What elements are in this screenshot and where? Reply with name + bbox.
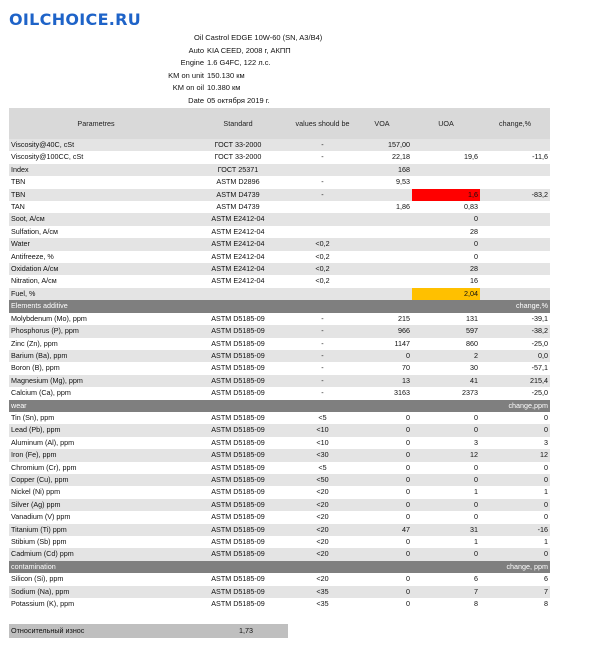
parameter-cell: Fuel, % <box>9 288 183 300</box>
uoa-cell: 0 <box>412 424 480 436</box>
standard-cell: ASTM D5185-09 <box>211 363 265 373</box>
voa-cell <box>352 226 412 238</box>
section-title: contamination <box>9 561 480 573</box>
voa-cell: 1,86 <box>396 202 410 212</box>
change-cell <box>480 263 550 275</box>
uoa-cell <box>412 164 480 176</box>
standard-cell: ASTM D5185-09 <box>183 474 293 486</box>
table-row <box>9 548 550 560</box>
uoa-cell: 2,04 <box>412 288 480 300</box>
table-row <box>9 573 550 585</box>
meta-value: 1.6 G4FC, 122 л.с. <box>207 58 271 68</box>
values-should-be-cell: <10 <box>316 437 329 447</box>
voa-cell: 168 <box>352 164 412 176</box>
standard-cell: ASTM D5185-09 <box>183 424 293 436</box>
table-row <box>9 176 550 188</box>
values-should-be-cell: - <box>293 350 352 362</box>
table-row <box>9 598 550 610</box>
table-row <box>9 288 550 300</box>
table-row <box>9 424 550 436</box>
site-logo[interactable]: OILCHOICE.RU <box>9 10 142 29</box>
table-row <box>9 362 550 374</box>
table-row <box>9 151 550 163</box>
values-should-be-cell <box>293 213 352 225</box>
meta-value: 10.380 км <box>207 83 241 93</box>
standard-cell: ASTM D5185-09 <box>211 574 265 584</box>
parameter-cell: Index <box>9 164 183 176</box>
relative-wear-value: 1,73 <box>239 626 253 635</box>
parameter-cell: Calcium (Ca), ppm <box>11 388 71 398</box>
parameter-cell: Potassium (K), ppm <box>11 599 75 609</box>
parameter-cell: Viscosity@40C, cSt <box>9 139 183 151</box>
table-row <box>9 511 550 523</box>
voa-cell: 0 <box>352 424 412 436</box>
voa-cell: 0 <box>406 512 410 522</box>
values-should-be-cell: - <box>321 363 324 373</box>
parameter-cell: Barium (Ba), ppm <box>9 350 183 362</box>
change-cell: 8 <box>544 599 548 609</box>
parameter-cell: Nickel (Ni) ppm <box>11 487 61 497</box>
meta-key: Engine <box>180 58 204 68</box>
standard-cell: ASTM D5185-09 <box>211 313 265 323</box>
uoa-cell: 3 <box>474 437 478 447</box>
oil-analysis-table <box>9 108 550 610</box>
uoa-cell: 0 <box>412 499 480 511</box>
values-should-be-cell: <0,2 <box>293 263 352 275</box>
meta-value: KIA CEED, 2008 г, АКПП <box>207 45 291 55</box>
change-cell: -38,2 <box>480 325 550 337</box>
standard-cell: ASTM D5185-09 <box>183 548 293 560</box>
table-header-row <box>9 108 550 139</box>
values-should-be-cell: <20 <box>316 574 329 584</box>
section-change-label: change, ppm <box>480 561 550 573</box>
relative-wear-label: Относительный износ <box>11 626 85 635</box>
uoa-cell: 16 <box>470 276 478 286</box>
oil-title: Oil Castrol EDGE 10W-60 (SN, A3/B4) <box>194 33 323 42</box>
values-should-be-cell: - <box>321 152 324 162</box>
change-cell: 0 <box>544 462 548 472</box>
table-row <box>9 536 550 548</box>
parameter-cell: TAN <box>11 202 25 212</box>
header-uoa: UOA <box>412 108 480 139</box>
table-row <box>9 412 550 424</box>
change-cell: 0 <box>480 548 550 560</box>
oil-title-row <box>0 32 589 45</box>
change-cell: 7 <box>480 586 550 598</box>
voa-cell <box>352 288 412 300</box>
standard-cell: ASTM D5185-09 <box>183 499 293 511</box>
voa-cell: 22,18 <box>392 152 410 162</box>
uoa-cell: 0 <box>412 238 480 250</box>
meta-row <box>0 95 589 108</box>
uoa-cell: 1 <box>474 537 478 546</box>
values-should-be-cell <box>293 288 352 300</box>
parameter-cell: Viscosity@100CC, cSt <box>11 152 84 162</box>
section-header-row <box>9 561 550 573</box>
change-cell: -57,1 <box>531 363 548 373</box>
change-cell: 3 <box>544 437 548 447</box>
meta-value: 150.130 км <box>207 70 245 80</box>
voa-cell <box>352 263 412 275</box>
parameter-cell: Silver (Ag) ppm <box>9 499 183 511</box>
change-cell: -25,0 <box>531 338 548 348</box>
standard-cell: ГОСТ 25371 <box>183 164 293 176</box>
parameter-cell: Iron (Fe), ppm <box>9 449 183 461</box>
standard-cell: ГОСТ 33-2000 <box>183 139 293 151</box>
standard-cell: ASTM D5185-09 <box>183 375 293 387</box>
standard-cell: ASTM E2412-04 <box>183 238 293 250</box>
voa-cell: 0 <box>352 350 412 362</box>
uoa-cell: 0 <box>474 412 478 422</box>
voa-cell: 215 <box>398 313 410 323</box>
uoa-cell: 597 <box>412 325 480 337</box>
change-cell: 0 <box>544 512 548 522</box>
values-should-be-cell: - <box>321 177 324 187</box>
parameter-cell: Antifreeze, % <box>11 251 54 261</box>
values-should-be-cell: <5 <box>318 412 327 422</box>
change-cell <box>480 275 550 287</box>
table-row <box>9 474 550 486</box>
parameter-cell: Vanadium (V) ppm <box>11 512 71 522</box>
values-should-be-cell: <35 <box>316 599 329 609</box>
uoa-cell: 2373 <box>462 388 478 398</box>
voa-cell: 0 <box>352 474 412 486</box>
uoa-cell: 6 <box>474 574 478 584</box>
parameter-cell: Zinc (Zn), ppm <box>11 338 58 348</box>
voa-cell: 0 <box>352 548 412 560</box>
uoa-cell: 8 <box>474 599 478 609</box>
section-header-row <box>9 400 550 412</box>
voa-cell: 3163 <box>394 388 410 398</box>
values-should-be-cell: <20 <box>316 512 329 522</box>
standard-cell: ASTM E2412-04 <box>211 276 265 286</box>
change-cell: -16 <box>480 524 550 536</box>
table-row <box>9 586 550 598</box>
change-cell: 0,0 <box>480 350 550 362</box>
values-should-be-cell: - <box>321 338 324 348</box>
standard-cell: ASTM D5185-09 <box>211 537 265 546</box>
table-row <box>9 189 550 201</box>
header-standard: Standard <box>183 108 293 139</box>
table-row <box>9 387 550 399</box>
standard-cell: ASTM D5185-09 <box>211 338 265 348</box>
uoa-cell <box>412 176 480 188</box>
table-row <box>9 275 550 287</box>
change-cell <box>480 139 550 151</box>
parameter-cell: Cadmium (Cd) ppm <box>9 548 183 560</box>
standard-cell: ASTM D4739 <box>216 202 260 212</box>
standard-cell <box>183 288 293 300</box>
standard-cell: ASTM D5185-09 <box>211 462 265 472</box>
uoa-cell: 0 <box>474 251 478 261</box>
standard-cell: ASTM E2412-04 <box>211 226 265 236</box>
standard-cell: ASTM D5185-09 <box>211 388 265 398</box>
table-row <box>9 499 550 511</box>
change-cell: 6 <box>544 574 548 584</box>
table-row <box>9 251 550 263</box>
uoa-cell: 31 <box>412 524 480 536</box>
uoa-cell: 7 <box>412 586 480 598</box>
table-row <box>9 486 550 498</box>
values-should-be-cell <box>293 226 352 238</box>
parameter-cell: Water <box>9 238 183 250</box>
voa-cell: 0 <box>352 449 412 461</box>
parameter-cell: Magnesium (Mg), ppm <box>9 375 183 387</box>
voa-cell: 1147 <box>394 338 410 348</box>
standard-cell: ASTM D2896 <box>216 177 260 187</box>
table-row <box>9 313 550 325</box>
voa-cell: 9,53 <box>396 177 410 187</box>
table-row <box>9 226 550 238</box>
voa-cell <box>352 213 412 225</box>
change-cell <box>480 164 550 176</box>
voa-cell: 0 <box>406 462 410 472</box>
uoa-cell: 30 <box>470 363 478 373</box>
values-should-be-cell: - <box>293 139 352 151</box>
change-cell: 1 <box>544 537 548 546</box>
change-cell: 215,4 <box>480 375 550 387</box>
change-cell: 0 <box>480 424 550 436</box>
parameter-cell: Lead (Pb), ppm <box>9 424 183 436</box>
uoa-cell: 28 <box>412 263 480 275</box>
standard-cell: ASTM E2412-04 <box>183 213 293 225</box>
standard-cell: ASTM E2412-04 <box>183 263 293 275</box>
voa-cell: 0 <box>406 599 410 609</box>
standard-cell: ASTM D5185-09 <box>211 599 265 609</box>
oil-info <box>0 32 589 108</box>
standard-cell: ASTM D4739 <box>183 189 293 201</box>
uoa-cell: 131 <box>466 313 478 323</box>
standard-cell: ASTM D5185-09 <box>211 512 265 522</box>
uoa-cell: 0 <box>474 512 478 522</box>
uoa-cell: 19,6 <box>464 152 478 162</box>
parameter-cell: Titanium (Ti) ppm <box>9 524 183 536</box>
voa-cell: 0 <box>352 499 412 511</box>
parameter-cell: Silicon (Si), ppm <box>11 574 64 584</box>
values-should-be-cell: <0,2 <box>315 251 330 261</box>
table-row <box>9 213 550 225</box>
table-row <box>9 325 550 337</box>
meta-key: KM on unit <box>168 70 204 80</box>
standard-cell: ASTM D5185-09 <box>211 412 265 422</box>
uoa-cell: 0 <box>412 474 480 486</box>
uoa-cell: 1 <box>474 487 478 497</box>
section-title: Elements additive <box>9 300 480 312</box>
values-should-be-cell <box>293 164 352 176</box>
relative-wear-summary <box>9 624 288 638</box>
section-header-row <box>9 300 550 312</box>
change-cell: -39,1 <box>531 313 548 323</box>
uoa-cell: 2 <box>412 350 480 362</box>
change-cell: 1 <box>544 487 548 497</box>
values-should-be-cell: <10 <box>293 424 352 436</box>
header-voa: VOA <box>352 108 412 139</box>
uoa-cell: 1,6 <box>412 189 480 201</box>
change-cell <box>480 213 550 225</box>
standard-cell: ASTM D5185-09 <box>183 325 293 337</box>
voa-cell: 966 <box>352 325 412 337</box>
values-should-be-cell: <35 <box>293 586 352 598</box>
meta-key: Auto <box>188 45 204 55</box>
meta-row <box>0 82 589 95</box>
values-should-be-cell: - <box>293 375 352 387</box>
uoa-cell: 0,83 <box>464 202 478 212</box>
standard-cell: ASTM D5185-09 <box>211 487 265 497</box>
meta-key: KM on oil <box>172 83 204 93</box>
voa-cell: 0 <box>352 586 412 598</box>
change-cell: 12 <box>480 449 550 461</box>
voa-cell: 0 <box>406 487 410 497</box>
meta-value: 05 октября 2019 г. <box>207 95 270 105</box>
standard-cell: ASTM D5185-09 <box>183 586 293 598</box>
voa-cell <box>352 251 412 263</box>
uoa-cell <box>412 139 480 151</box>
table-row <box>9 238 550 250</box>
voa-cell: 13 <box>352 375 412 387</box>
change-cell: -25,0 <box>531 388 548 398</box>
values-should-be-cell: <30 <box>293 449 352 461</box>
values-should-be-cell: - <box>293 325 352 337</box>
section-title: wear <box>9 400 480 412</box>
meta-row <box>0 45 589 58</box>
change-cell <box>480 226 550 238</box>
values-should-be-cell: <20 <box>293 524 352 536</box>
parameter-cell: Copper (Cu), ppm <box>9 474 183 486</box>
change-cell <box>480 238 550 250</box>
change-cell: -83,2 <box>480 189 550 201</box>
meta-key: Date <box>188 95 204 105</box>
voa-cell: 70 <box>402 363 410 373</box>
section-change-label: change,% <box>480 300 550 312</box>
table-row <box>9 263 550 275</box>
values-should-be-cell: <20 <box>293 499 352 511</box>
values-should-be-cell: <0,2 <box>315 276 330 286</box>
voa-cell: 0 <box>406 437 410 447</box>
section-change-label: change,ppm <box>480 400 550 412</box>
uoa-cell: 0 <box>412 213 480 225</box>
values-should-be-cell: <20 <box>316 537 329 546</box>
parameter-cell: Sulfation, A/см <box>11 226 58 236</box>
change-cell <box>480 201 550 213</box>
parameter-cell: Stibium (Sb) ppm <box>11 537 67 546</box>
values-should-be-cell: <20 <box>293 548 352 560</box>
parameter-cell: Chromium (Cr), ppm <box>11 462 77 472</box>
values-should-be-cell: <50 <box>293 474 352 486</box>
standard-cell: ASTM D5185-09 <box>183 350 293 362</box>
values-should-be-cell: <20 <box>316 487 329 497</box>
header-values-should-be: values should be <box>293 108 352 139</box>
uoa-cell: 0 <box>474 462 478 472</box>
values-should-be-cell: - <box>293 189 352 201</box>
voa-cell <box>352 238 412 250</box>
parameter-cell: TBN <box>11 177 26 187</box>
change-cell: 0 <box>480 474 550 486</box>
meta-row <box>0 70 589 83</box>
parameter-cell: Molybdenum (Mo), ppm <box>11 313 87 323</box>
table-row <box>9 350 550 362</box>
standard-cell: ASTM D5185-09 <box>183 524 293 536</box>
standard-cell: ГОСТ 33-2000 <box>214 152 262 162</box>
change-cell <box>480 251 550 263</box>
parameter-cell: Soot, A/см <box>9 213 183 225</box>
parameter-cell: Boron (B), ppm <box>11 363 60 373</box>
table-row <box>9 524 550 536</box>
table-row <box>9 201 550 213</box>
table-row <box>9 462 550 474</box>
parameter-cell: Tin (Sn), ppm <box>11 412 55 422</box>
change-cell <box>480 176 550 188</box>
values-should-be-cell: <5 <box>318 462 327 472</box>
uoa-cell: 860 <box>466 338 478 348</box>
voa-cell: 0 <box>406 574 410 584</box>
uoa-cell: 41 <box>412 375 480 387</box>
parameter-cell: Aluminum (Al), ppm <box>11 437 75 447</box>
table-row <box>9 164 550 176</box>
table-row <box>9 449 550 461</box>
change-cell <box>480 288 550 300</box>
values-should-be-cell: <0,2 <box>293 238 352 250</box>
change-cell: -11,6 <box>532 152 548 162</box>
table-row <box>9 139 550 151</box>
table-row <box>9 375 550 387</box>
standard-cell: ASTM E2412-04 <box>211 251 265 261</box>
standard-cell: ASTM D5185-09 <box>211 437 265 447</box>
change-cell: 0 <box>480 499 550 511</box>
values-should-be-cell <box>293 201 352 213</box>
uoa-cell: 12 <box>412 449 480 461</box>
voa-cell: 0 <box>406 537 410 546</box>
parameter-cell: Nitration, A/см <box>11 276 57 286</box>
voa-cell <box>352 189 412 201</box>
parameter-cell: Phosphorus (P), ppm <box>9 325 183 337</box>
header-change: change,% <box>480 108 550 139</box>
values-should-be-cell: - <box>321 313 324 323</box>
voa-cell: 157,00 <box>352 139 412 151</box>
table-row <box>9 437 550 449</box>
voa-cell: 0 <box>406 412 410 422</box>
voa-cell: 47 <box>352 524 412 536</box>
parameter-cell: TBN <box>9 189 183 201</box>
table-row <box>9 338 550 350</box>
standard-cell: ASTM D5185-09 <box>183 449 293 461</box>
parameter-cell: Oxidation A/см <box>9 263 183 275</box>
parameter-cell: Sodium (Na), ppm <box>9 586 183 598</box>
voa-cell <box>352 275 412 287</box>
uoa-cell: 0 <box>412 548 480 560</box>
values-should-be-cell: - <box>321 388 324 398</box>
change-cell: 0 <box>544 412 548 422</box>
meta-row <box>0 57 589 70</box>
header-parametres: Parametres <box>9 108 183 139</box>
uoa-cell: 28 <box>470 226 478 236</box>
